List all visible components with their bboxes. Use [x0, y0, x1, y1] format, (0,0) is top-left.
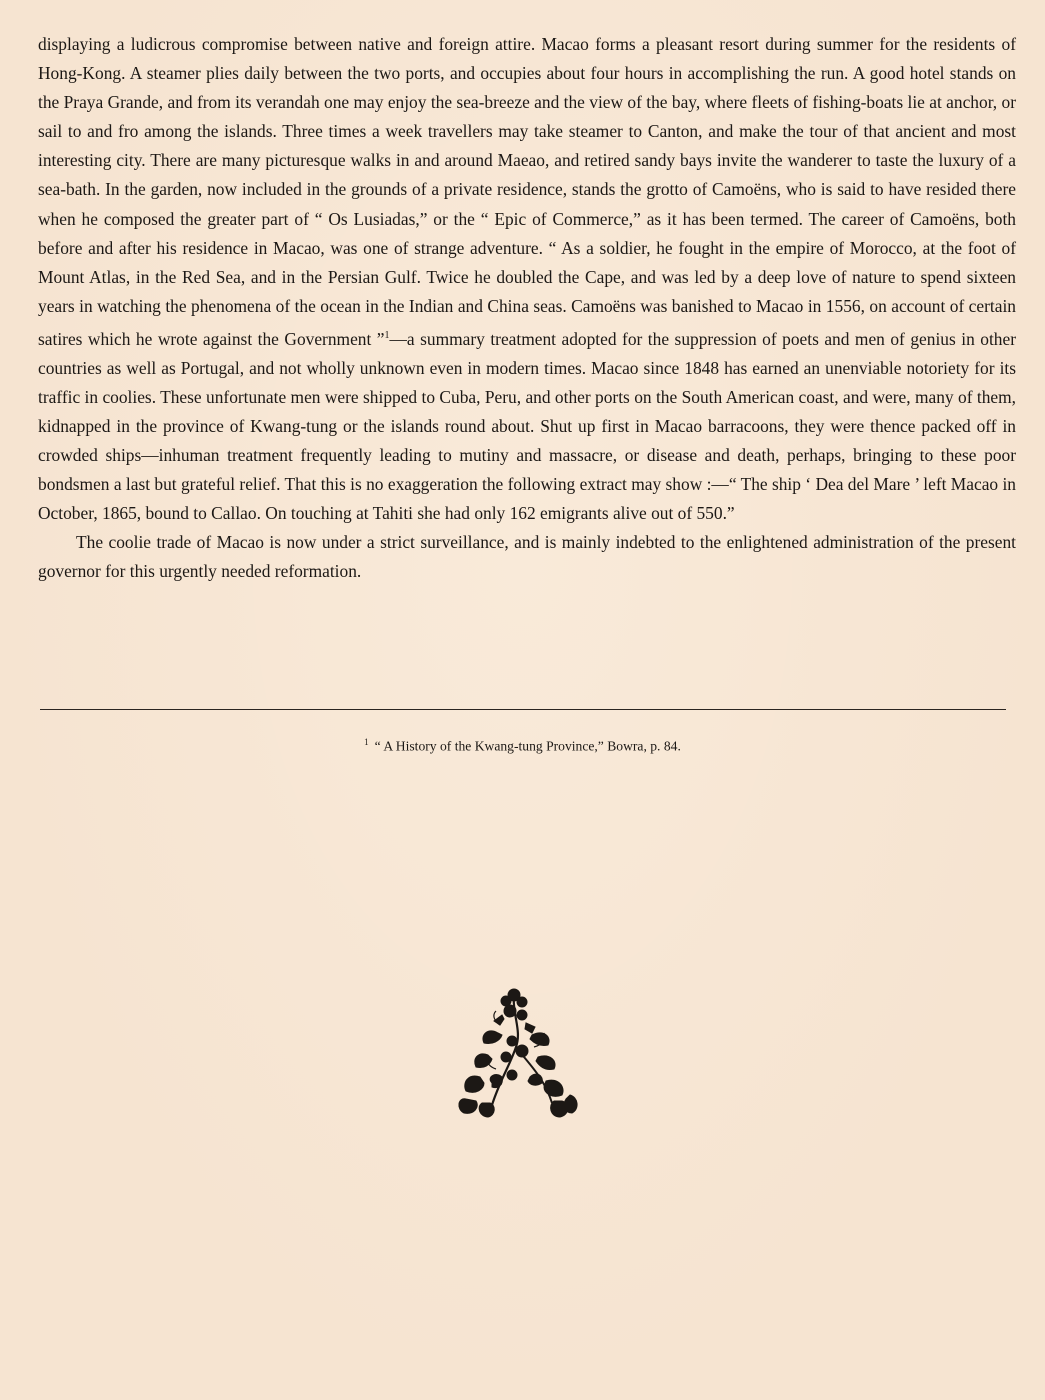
paragraph-2: The coolie trade of Macao is now under a strict surveillance, and is mainly indebted to the enlightened administration of the present governor for this urgently needed reformation.	[38, 532, 1016, 582]
body-text	[38, 30, 1016, 587]
footnote-number: 1	[364, 737, 369, 747]
floral-vine-ornament-icon	[452, 985, 582, 1125]
footnote-divider	[40, 709, 1006, 710]
footnote-reference: 1	[384, 329, 390, 341]
paragraph-1	[38, 30, 1016, 528]
footnote-text: “ A History of the Kwang-tung Province,” Bowra, p. 84.	[374, 738, 681, 754]
paragraph-1-text: displaying a ludicrous compromise between native and foreign attire. Macao forms a pleasant resort during summer for the residents of Hong-Kong. A steamer plies daily between the two ports, and occupies about four hours in accomplishing the run. A good hotel stands on the Praya Grande, and from its verandah one may enjoy the sea-breeze and the view of the bay, where fleets of fishing-boats lie at anchor, or sail to and fro among the islands. Three times a week travellers may take steamer to Canton, and make the tour of that ancient and most interesting city. There are many picturesque walks in and around Maeao, and retired sandy bays invite the wanderer to taste the luxury of a sea-bath. In the garden, now included in the grounds of a private residence, stands the grotto of Camoëns, who is said to have resided there when he composed the greater part of “ Os Lusiadas,” or the “ Epic of Commerce,” as it has been termed. The career of Camoëns, both before and after his residence in Macao, was one of strange adventure. “ As a soldier, he fought in the empire of Morocco, at the foot of Mount Atlas, in the Red Sea, and in the Persian Gulf. Twice he doubled the Cape, and was led by a deep love of nature to spend sixteen years in watching the phenomena of the ocean in the Indian and China seas. Camoëns was banished to Macao in 1556, on account of certain satires which he wrote against the Government ”	[38, 34, 1016, 349]
footnote	[0, 731, 1045, 758]
paragraph-1-continued: —a summary treatment adopted for the suppression of poets and men of genius in other countries as well as Portugal, and not wholly unknown even in modern times. Macao since 1848 has earned an unenviable notoriety for its traffic in coolies. These unfortunate men were shipped to Cuba, Peru, and other ports on the South American coast, and were, many of them, kidnapped in the province of Kwang-tung or the islands round about. Shut up first in Macao barracoons, they were thence packed off in crowded ships—inhuman treatment frequently leading to mutiny and massacre, or disease and death, perhaps, bringing to these poor bondsmen a last but grateful relief. That this is no exaggeration the following extract may show :—“ The ship ‘ Dea del Mare ’ left Macao in October, 1865, bound to Callao. On touching at Tahiti she had only 162 emigrants alive out of 550.”	[38, 328, 1016, 524]
